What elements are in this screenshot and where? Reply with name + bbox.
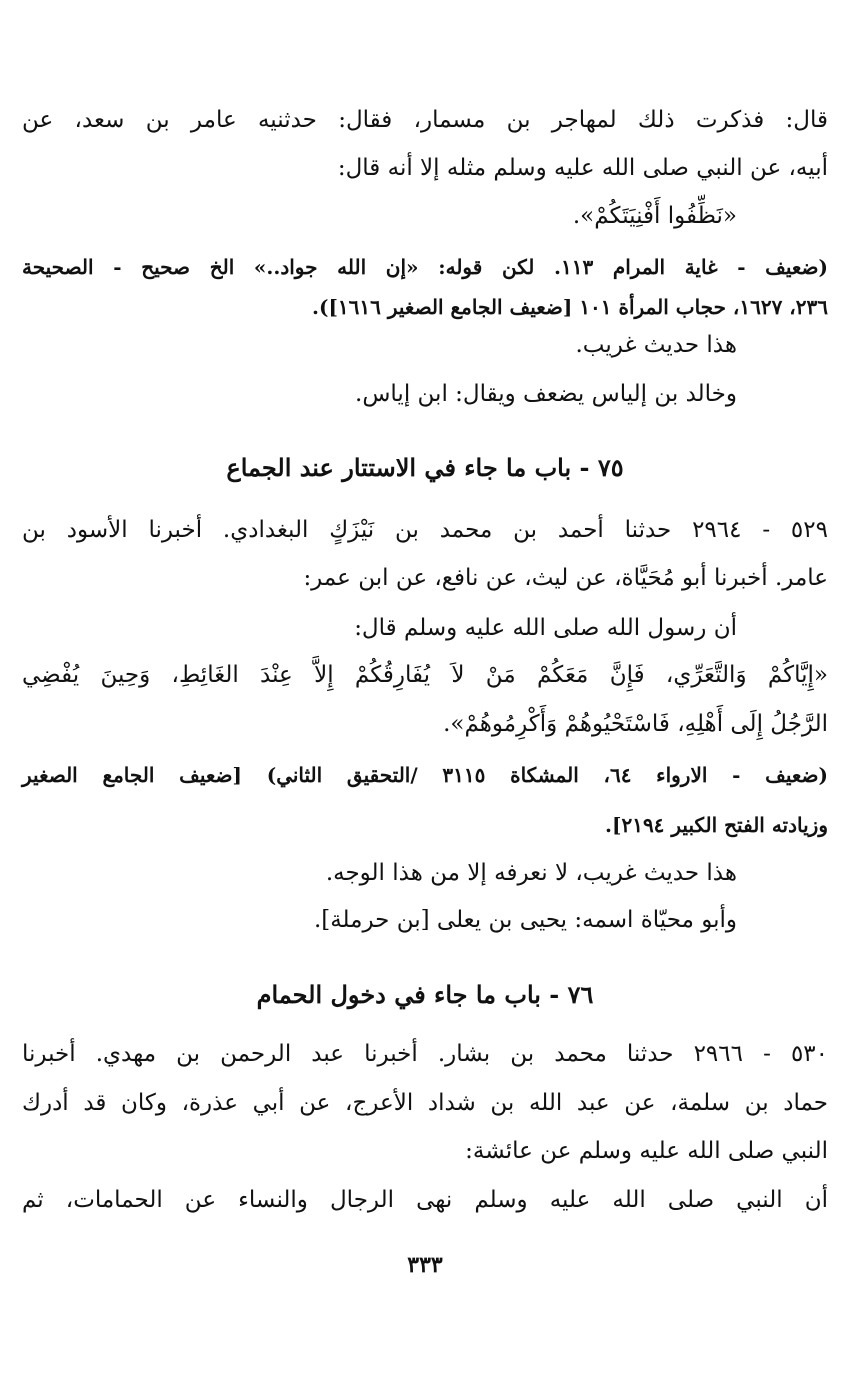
hadith-quote: «نَظِّفُوا أَفْنِيَتَكُمْ».: [572, 203, 737, 229]
hadith-isnad: حماد بن سلمة، عن عبد الله بن شداد الأعرج، عن أبي عذرة، وكان قد أدرك: [22, 1090, 828, 1116]
footnote-line: (ضعيف - غاية المرام ١١٣. لكن قوله: «إن الله جواد..» الخ صحيح - الصحيحة: [22, 255, 828, 279]
text-line: أن رسول الله صلى الله عليه وسلم قال:: [354, 615, 737, 641]
text-line: قال: فذكرت ذلك لمهاجر بن مسمار، فقال: حدثنيه عامر بن سعد، عن: [22, 107, 828, 133]
hadith-isnad: ٥٣٠ - ٢٩٦٦ حدثنا محمد بن بشار. أخبرنا عبد الرحمن بن مهدي. أخبرنا: [22, 1041, 828, 1067]
text-line: أبيه، عن النبي صلى الله عليه وسلم مثله إلا أنه قال:: [337, 155, 828, 181]
page-number: ٣٣٣: [407, 1252, 443, 1278]
text-line: وأبو محيّاة اسمه: يحيى بن يعلى [بن حرملة].: [313, 907, 737, 933]
footnote-line: وزيادته الفتح الكبير ٢١٩٤].: [605, 813, 828, 837]
hadith-isnad: النبي صلى الله عليه وسلم عن عائشة:: [465, 1138, 828, 1164]
chapter-heading: ٧٥ - باب ما جاء في الاستتار عند الجماع: [226, 453, 624, 482]
text-line: وخالد بن إلياس يضعف ويقال: ابن إياس.: [355, 381, 737, 407]
text-line: أن النبي صلى الله عليه وسلم نهى الرجال والنساء عن الحمامات، ثم: [22, 1187, 828, 1213]
text-line: هذا حديث غريب.: [575, 332, 737, 358]
footnote-line: (ضعيف - الارواء ٦٤، المشكاة ٣١١٥ /التحقيق الثاني) [ضعيف الجامع الصغير: [22, 763, 828, 787]
hadith-quote: الرَّجُلُ إِلَى أَهْلِهِ، فَاسْتَحْيُوهُمْ وَأَكْرِمُوهُمْ».: [443, 711, 828, 737]
hadith-isnad: ٥٢٩ - ٢٩٦٤ حدثنا أحمد بن محمد بن نَيْزَكٍ البغدادي. أخبرنا الأسود بن: [22, 517, 828, 543]
footnote-line: ٢٣٦، ١٦٢٧، حجاب المرأة ١٠١ [ضعيف الجامع الصغير ١٦١٦]).: [312, 295, 828, 319]
chapter-heading: ٧٦ - باب ما جاء في دخول الحمام: [256, 980, 594, 1009]
hadith-quote: «إِيَّاكُمْ وَالتَّعَرِّي، فَإِنَّ مَعَكُمْ مَنْ لاَ يُفَارِقُكُمْ إِلاَّ عِنْدَ الغَائِطِ، وَحِينَ يُفْضِي: [22, 662, 828, 688]
text-line: هذا حديث غريب، لا نعرفه إلا من هذا الوجه.: [325, 860, 737, 886]
hadith-isnad: عامر. أخبرنا أبو مُحَيَّاة، عن ليث، عن نافع، عن ابن عمر:: [303, 565, 828, 591]
